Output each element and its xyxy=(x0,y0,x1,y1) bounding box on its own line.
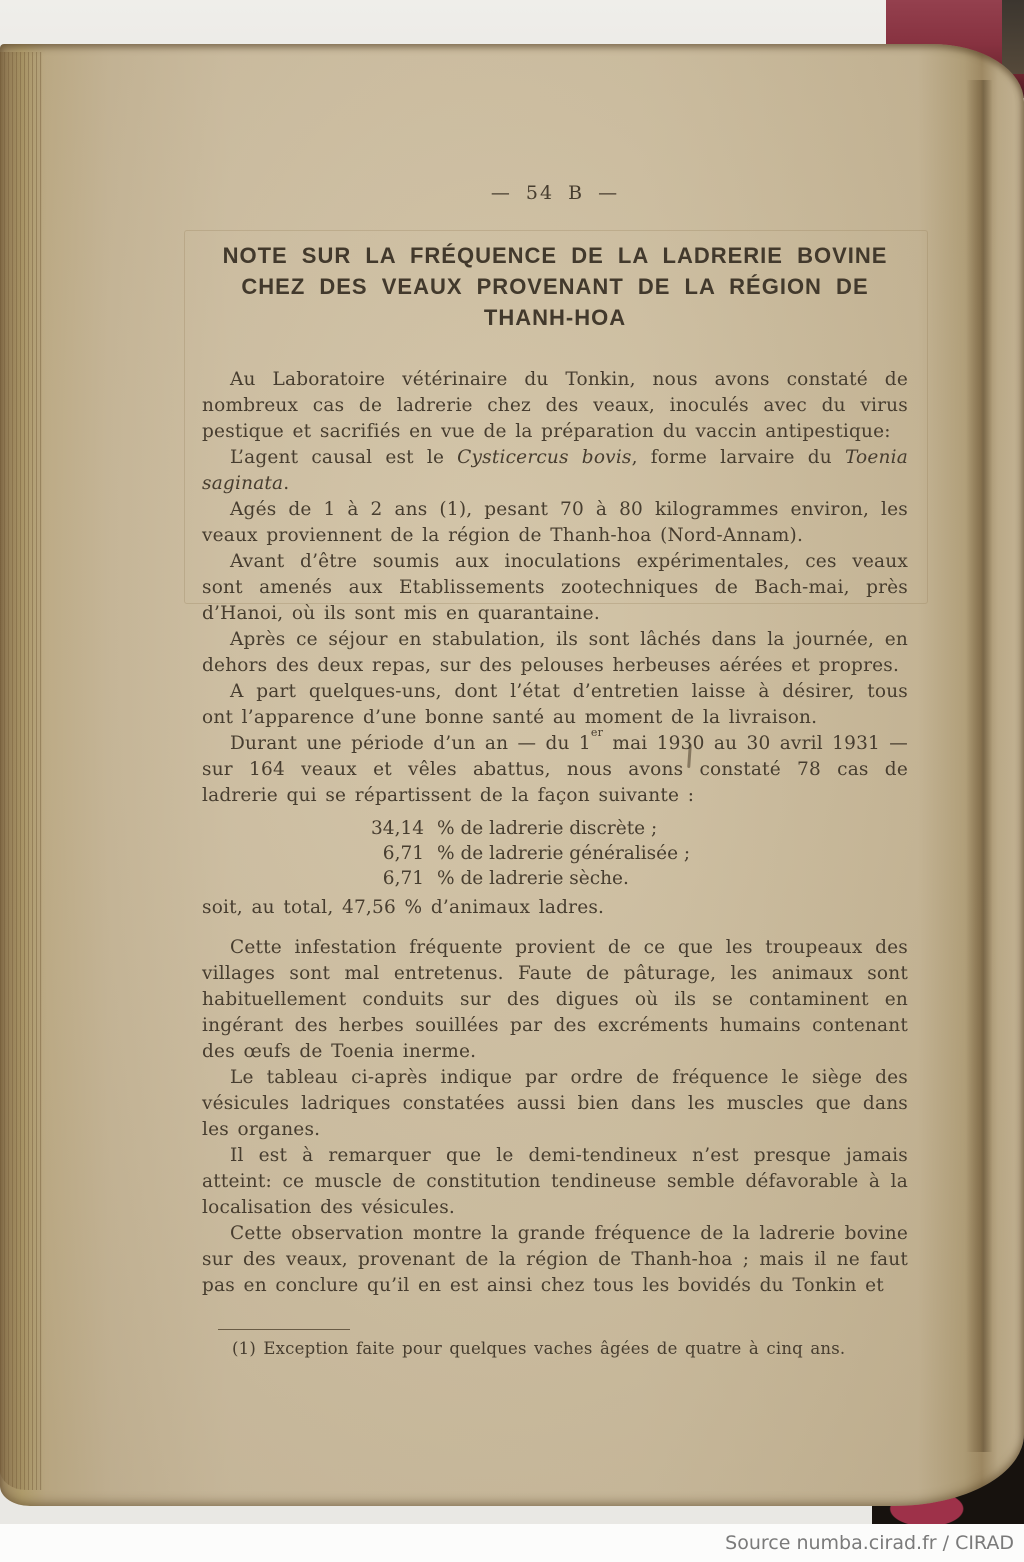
stat-value: 34,14 xyxy=(371,818,424,839)
scanned-page xyxy=(0,44,1024,1506)
stat-row xyxy=(360,816,908,841)
article-title xyxy=(202,240,908,333)
stats-block xyxy=(360,816,908,891)
paragraph: Durant une période d’un an — du 1er mai 1930 au 30 avril 1931 — sur 164 veaux et vêles abattus, nous avons constaté 78 cas de ladrerie qui se répartissent de la façon suivante : xyxy=(202,725,908,806)
paragraph: L’agent causal est le Cysticercus bovis, forme larvaire du Toenia saginata. xyxy=(202,447,909,494)
body-paragraphs-after xyxy=(202,935,908,1299)
paragraph: Cette observation montre la grande fréquence de la ladrerie bovine sur des veaux, provenant de la région de Thanh-hoa ; mais il ne faut pas en conclure qu’il en est ainsi chez tous les bovidés du Tonkin et xyxy=(202,1223,908,1296)
title-line-2: CHEZ DES VEAUX PROVENANT DE LA RÉGION DE THANH-HOA xyxy=(241,274,869,330)
stat-value: 6,71 xyxy=(382,843,424,864)
stats-total: soit, au total, 47,56 % d’animaux ladres. xyxy=(202,897,605,918)
paragraph: Après ce séjour en stabulation, ils sont lâchés dans la journée, en dehors des deux repas, sur des pelouses herbeuses aérées et propres. xyxy=(202,629,908,676)
footnote-block xyxy=(202,1329,908,1360)
paragraph: Il est à remarquer que le demi-tendineux n’est presque jamais atteint: ce muscle de constitution tendineuse semble défavorable à la localisation des vésicules. xyxy=(202,1145,908,1218)
attribution-bar xyxy=(0,1524,1024,1562)
title-line-1: NOTE SUR LA FRÉQUENCE DE LA LADRERIE BOVINE xyxy=(222,243,888,268)
page-fore-edge xyxy=(0,52,42,1490)
attribution-text: Source numba.cirad.fr / CIRAD xyxy=(725,1532,1014,1554)
paragraph: Au Laboratoire vétérinaire du Tonkin, nous avons constaté de nombreux cas de ladrerie chez des veaux, inoculés avec du virus pestique et sacrifiés en vue de la préparation du vaccin antipestique: xyxy=(202,369,908,442)
stat-row xyxy=(360,866,908,891)
footnote-text: (1) Exception faite pour quelques vaches âgées de quatre à cinq ans. xyxy=(232,1339,846,1358)
stat-label: % de ladrerie généralisée ; xyxy=(437,843,691,864)
text-column xyxy=(202,182,908,1360)
footnote-rule xyxy=(218,1329,350,1330)
stat-label: % de ladrerie sèche. xyxy=(437,868,629,889)
stat-row xyxy=(360,841,908,866)
paragraph: Cette infestation fréquente provient de ce que les troupeaux des villages sont mal entretenus. Faute de pâturage, les animaux sont habituellement conduits sur des digues où ils se contaminent en ingérant des herbes souillées par des excréments humains contenant des œufs de Toenia inerme. xyxy=(202,937,908,1062)
paragraph: A part quelques-uns, dont l’état d’entretien laisse à désirer, tous ont l’apparence d’une bonne santé au moment de la livraison. xyxy=(202,681,908,728)
page-number: — 54 B — xyxy=(490,182,620,204)
stat-value: 6,71 xyxy=(382,868,424,889)
page-crease xyxy=(966,80,994,1452)
body-paragraphs-before xyxy=(202,367,908,809)
paragraph: Le tableau ci-après indique par ordre de fréquence le siège des vésicules ladriques constatées aussi bien dans les muscles que dans les organes. xyxy=(202,1067,908,1140)
paragraph: Agés de 1 à 2 ans (1), pesant 70 à 80 kilogrammes environ, les veaux proviennent de la région de Thanh-hoa (Nord-Annam). xyxy=(202,499,908,546)
book-spine-edge xyxy=(1002,0,1024,74)
paragraph: Avant d’être soumis aux inoculations expérimentales, ces veaux sont amenés aux Etablissements zootechniques de Bach-mai, près d’Hanoi, où ils sont mis en quarantaine. xyxy=(202,551,908,624)
stat-label: % de ladrerie discrète ; xyxy=(437,818,658,839)
